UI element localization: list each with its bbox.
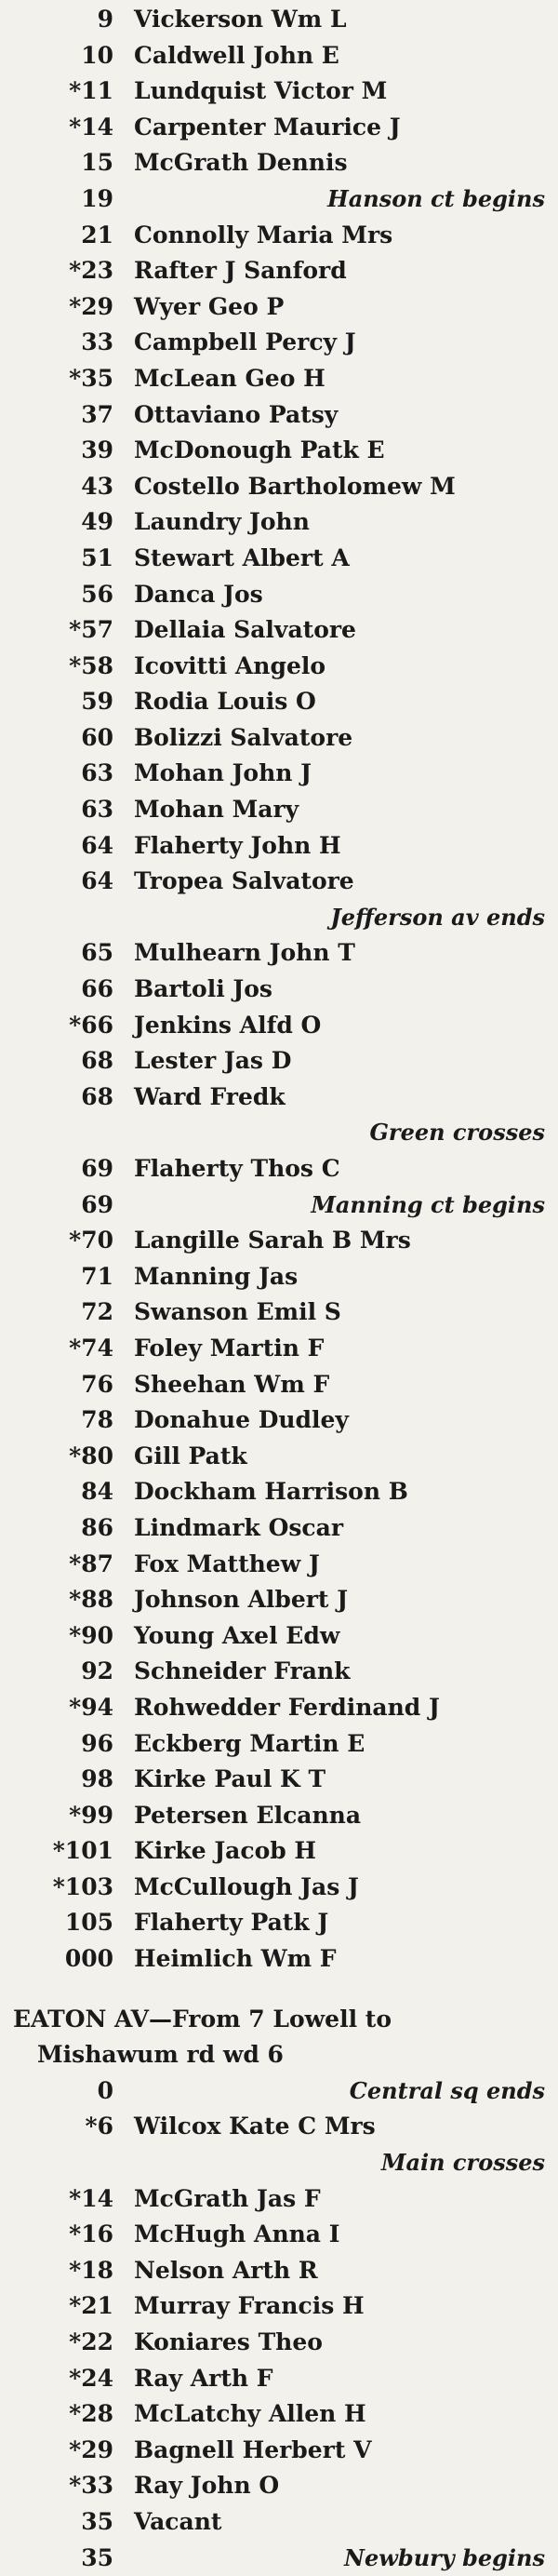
- resident-row: [0, 325, 558, 361]
- resident-name: McLean Geo H: [134, 364, 326, 392]
- house-number: 64: [81, 831, 113, 859]
- house-number: *24: [69, 2364, 113, 2392]
- cross-street-row: [0, 2073, 558, 2110]
- house-number: 35: [81, 2543, 113, 2571]
- resident-row: [0, 1367, 558, 1403]
- resident-name: Fox Matthew J: [134, 1550, 320, 1577]
- street-heading: EATON AV—From 7 Lowell to: [13, 2005, 392, 2033]
- house-number: *16: [69, 2220, 113, 2248]
- resident-name: Kirke Jacob H: [134, 1837, 317, 1865]
- resident-name: Vickerson Wm L: [134, 6, 347, 33]
- house-number: 33: [81, 329, 113, 356]
- resident-row: [0, 935, 558, 972]
- resident-name: Mulhearn John T: [134, 939, 355, 967]
- resident-name: Rohwedder Ferdinand J: [134, 1693, 440, 1721]
- resident-row: [0, 74, 558, 110]
- resident-name: Ottaviano Patsy: [134, 400, 339, 428]
- resident-name: Bagnell Herbert V: [134, 2435, 372, 2463]
- resident-name: Mohan John J: [134, 759, 312, 787]
- house-number: *66: [69, 1011, 113, 1039]
- resident-name: McCullough Jas J: [134, 1872, 359, 1900]
- resident-name: Foley Martin F: [134, 1334, 325, 1362]
- resident-row: [0, 2253, 558, 2289]
- resident-row: [0, 864, 558, 900]
- resident-row: [0, 1870, 558, 1906]
- resident-row: [0, 577, 558, 613]
- house-number: 72: [81, 1298, 113, 1326]
- resident-row: [0, 1582, 558, 1618]
- resident-name: Wyer Geo P: [134, 292, 285, 320]
- house-number: 69: [81, 1155, 113, 1182]
- house-number: *99: [69, 1801, 113, 1829]
- house-number: 21: [81, 221, 113, 248]
- resident-row: [0, 2396, 558, 2433]
- resident-row: [0, 218, 558, 254]
- street-note: Hanson ct begins: [327, 184, 545, 212]
- house-number: 66: [81, 975, 113, 1003]
- resident-row: [0, 756, 558, 792]
- cross-street-row: [0, 2145, 558, 2181]
- resident-row: [0, 1043, 558, 1080]
- resident-row: [0, 2109, 558, 2145]
- resident-name: Dockham Harrison B: [134, 1478, 408, 1506]
- house-number: 71: [81, 1262, 113, 1290]
- house-number: *11: [69, 77, 113, 105]
- cross-street-row: [0, 2541, 558, 2576]
- resident-row: [0, 1798, 558, 1834]
- resident-name: Bartoli Jos: [134, 975, 272, 1003]
- resident-name: Swanson Emil S: [134, 1298, 341, 1326]
- resident-row: [0, 972, 558, 1008]
- resident-row: [0, 2288, 558, 2325]
- house-number: *88: [69, 1586, 113, 1614]
- street-note: Jefferson av ends: [330, 903, 545, 931]
- house-number: *70: [69, 1227, 113, 1254]
- resident-row: [0, 1474, 558, 1510]
- resident-name: Koniares Theo: [134, 2328, 323, 2355]
- resident-name: Petersen Elcanna: [134, 1801, 362, 1829]
- house-number: *6: [85, 2113, 113, 2140]
- street-note: Newbury begins: [344, 2543, 545, 2571]
- resident-row: [0, 792, 558, 828]
- resident-row: [0, 38, 558, 74]
- resident-name: Gill Patk: [134, 1442, 247, 1469]
- resident-name: Lester Jas D: [134, 1047, 292, 1075]
- house-number: *28: [69, 2400, 113, 2428]
- street-listing-continued: [0, 2, 558, 1978]
- resident-name: Costello Bartholomew M: [134, 472, 456, 500]
- resident-row: [0, 1654, 558, 1690]
- house-number: *29: [69, 2435, 113, 2463]
- house-number: 19: [81, 184, 113, 212]
- resident-name: Ray Arth F: [134, 2364, 273, 2392]
- resident-name: Tropea Salvatore: [134, 867, 354, 895]
- resident-row: [0, 1402, 558, 1439]
- resident-name: Mohan Mary: [134, 796, 299, 824]
- house-number: 86: [81, 1513, 113, 1541]
- resident-name: Connolly Maria Mrs: [134, 221, 393, 248]
- house-number: 60: [81, 723, 113, 751]
- resident-row: [0, 1510, 558, 1547]
- resident-row: [0, 2433, 558, 2469]
- resident-name: Dellaia Salvatore: [134, 616, 356, 644]
- resident-name: Manning Jas: [134, 1262, 299, 1290]
- house-number: *18: [69, 2256, 113, 2284]
- house-number: 0: [97, 2076, 113, 2104]
- resident-name: Kirke Paul K T: [134, 1765, 326, 1793]
- resident-name: Murray Francis H: [134, 2292, 365, 2320]
- resident-name: Rafter J Sanford: [134, 257, 347, 285]
- street-listing-eaton-av: [0, 2073, 558, 2576]
- resident-row: [0, 1833, 558, 1870]
- resident-name: Icovitti Angelo: [134, 651, 326, 679]
- house-number: 15: [81, 149, 113, 177]
- street-heading-continued: Mishawum rd wd 6: [37, 2041, 284, 2069]
- resident-name: Ward Fredk: [134, 1082, 286, 1110]
- resident-name: Wilcox Kate C Mrs: [134, 2113, 376, 2140]
- resident-row: [0, 2217, 558, 2253]
- resident-name: Jenkins Alfd O: [134, 1011, 322, 1039]
- resident-row: [0, 2181, 558, 2218]
- resident-name: Nelson Arth R: [134, 2256, 318, 2284]
- street-note: Manning ct begins: [311, 1190, 545, 1218]
- resident-row: [0, 684, 558, 720]
- resident-row: [0, 2504, 558, 2541]
- house-number: 64: [81, 867, 113, 895]
- resident-name: Danca Jos: [134, 580, 263, 608]
- resident-name: Eckberg Martin E: [134, 1729, 365, 1757]
- resident-name: Lindmark Oscar: [134, 1513, 344, 1541]
- house-number: 59: [81, 688, 113, 716]
- resident-row: [0, 828, 558, 865]
- resident-name: Bolizzi Salvatore: [134, 723, 353, 751]
- resident-row: [0, 1008, 558, 1044]
- resident-name: McGrath Dennis: [134, 149, 348, 177]
- house-number: 37: [81, 400, 113, 428]
- house-number: *90: [69, 1621, 113, 1649]
- house-number: *22: [69, 2328, 113, 2355]
- house-number: 105: [64, 1909, 113, 1937]
- resident-name: Donahue Dudley: [134, 1406, 349, 1434]
- resident-row: [0, 1547, 558, 1583]
- resident-row: [0, 1905, 558, 1941]
- house-number: *33: [69, 2472, 113, 2500]
- house-number: 69: [81, 1190, 113, 1218]
- resident-row: [0, 1941, 558, 1978]
- resident-name: Campbell Percy J: [134, 329, 356, 356]
- resident-row: [0, 253, 558, 289]
- resident-row: [0, 1439, 558, 1475]
- house-number: 65: [81, 939, 113, 967]
- resident-name: Laundry John: [134, 508, 310, 536]
- house-number: *80: [69, 1442, 113, 1469]
- resident-row: [0, 433, 558, 469]
- house-number: 43: [81, 472, 113, 500]
- street-note: Green crosses: [369, 1119, 545, 1147]
- house-number: *14: [69, 2184, 113, 2212]
- house-number: *23: [69, 257, 113, 285]
- resident-row: [0, 1762, 558, 1798]
- house-number: *87: [69, 1550, 113, 1577]
- resident-name: Flaherty Thos C: [134, 1155, 340, 1182]
- house-number: 56: [81, 580, 113, 608]
- resident-name: McHugh Anna I: [134, 2220, 340, 2248]
- resident-row: [0, 110, 558, 146]
- house-number: 39: [81, 436, 113, 464]
- resident-name: Langille Sarah B Mrs: [134, 1227, 411, 1254]
- resident-name: Young Axel Edw: [134, 1621, 340, 1649]
- resident-row: [0, 289, 558, 326]
- resident-name: McLatchy Allen H: [134, 2400, 366, 2428]
- resident-row: [0, 469, 558, 505]
- resident-row: [0, 720, 558, 757]
- resident-name: Schneider Frank: [134, 1657, 351, 1685]
- resident-name: Johnson Albert J: [134, 1586, 349, 1614]
- house-number: 76: [81, 1370, 113, 1398]
- cross-street-row: [0, 900, 558, 936]
- resident-row: [0, 2325, 558, 2361]
- resident-name: Sheehan Wm F: [134, 1370, 330, 1398]
- resident-row: [0, 1618, 558, 1655]
- house-number: 92: [81, 1657, 113, 1685]
- house-number: 000: [64, 1945, 113, 1973]
- resident-row: [0, 504, 558, 541]
- cross-street-row: [0, 181, 558, 218]
- resident-name: Stewart Albert A: [134, 543, 350, 571]
- house-number: 84: [81, 1478, 113, 1506]
- resident-name: McGrath Jas F: [134, 2184, 321, 2212]
- resident-row: [0, 612, 558, 649]
- resident-row: [0, 1151, 558, 1187]
- resident-row: [0, 1080, 558, 1116]
- resident-row: [0, 1223, 558, 1259]
- resident-row: [0, 2, 558, 38]
- resident-name: Ray John O: [134, 2472, 280, 2500]
- resident-row: [0, 2468, 558, 2504]
- house-number: *29: [69, 292, 113, 320]
- resident-name: Caldwell John E: [134, 41, 339, 69]
- resident-name: Lundquist Victor M: [134, 77, 388, 105]
- house-number: 98: [81, 1765, 113, 1793]
- house-number: *94: [69, 1693, 113, 1721]
- house-number: 68: [81, 1047, 113, 1075]
- resident-name: Rodia Louis O: [134, 688, 316, 716]
- house-number: 96: [81, 1729, 113, 1757]
- resident-name: Flaherty John H: [134, 831, 341, 859]
- house-number: *58: [69, 651, 113, 679]
- resident-row: [0, 1331, 558, 1367]
- house-number: 9: [97, 6, 113, 33]
- house-number: *57: [69, 616, 113, 644]
- house-number: 63: [81, 759, 113, 787]
- street-note: Main crosses: [380, 2149, 545, 2177]
- resident-row: [0, 145, 558, 181]
- house-number: *14: [69, 113, 113, 141]
- resident-name: McDonough Patk E: [134, 436, 385, 464]
- house-number: 49: [81, 508, 113, 536]
- resident-row: [0, 649, 558, 685]
- house-number: 68: [81, 1082, 113, 1110]
- resident-row: [0, 541, 558, 577]
- house-number: *21: [69, 2292, 113, 2320]
- house-number: *74: [69, 1334, 113, 1362]
- resident-name: Carpenter Maurice J: [134, 113, 401, 141]
- house-number: 35: [81, 2507, 113, 2535]
- cross-street-row: [0, 1187, 558, 1224]
- resident-name: Heimlich Wm F: [134, 1945, 337, 1973]
- house-number: *35: [69, 364, 113, 392]
- house-number: *101: [52, 1837, 113, 1865]
- resident-name: Vacant: [134, 2507, 222, 2535]
- street-note: Central sq ends: [349, 2076, 545, 2104]
- house-number: 10: [81, 41, 113, 69]
- resident-row: [0, 1295, 558, 1331]
- house-number: 78: [81, 1406, 113, 1434]
- house-number: 63: [81, 796, 113, 824]
- house-number: 51: [81, 543, 113, 571]
- resident-row: [0, 1726, 558, 1763]
- resident-row: [0, 361, 558, 397]
- resident-row: [0, 397, 558, 434]
- resident-row: [0, 2361, 558, 2397]
- cross-street-row: [0, 1115, 558, 1151]
- resident-row: [0, 1690, 558, 1726]
- resident-name: Flaherty Patk J: [134, 1909, 329, 1937]
- house-number: *103: [52, 1872, 113, 1900]
- resident-row: [0, 1259, 558, 1295]
